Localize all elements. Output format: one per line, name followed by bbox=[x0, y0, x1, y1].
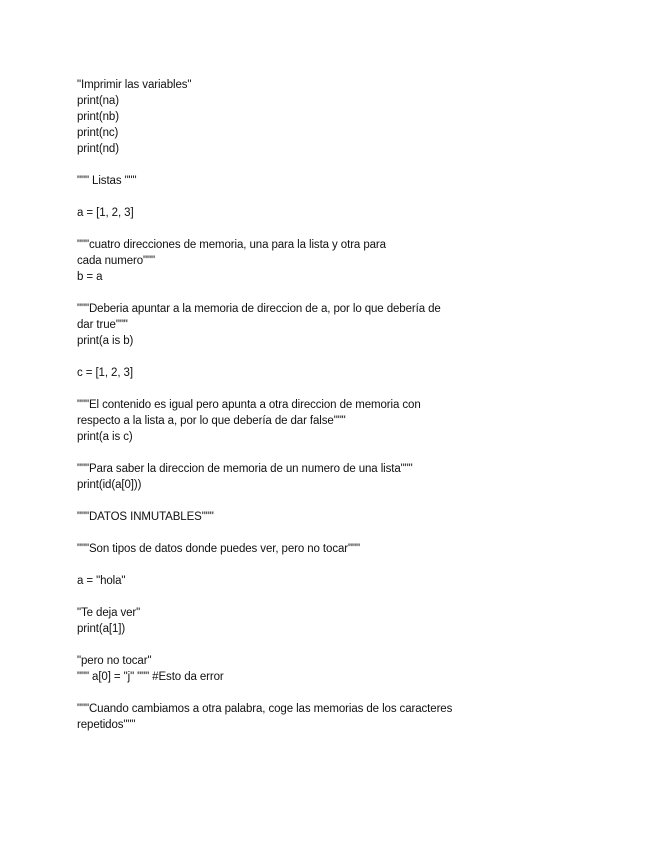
code-line: """El contenido es igual pero apunta a otra direccion de memoria con bbox=[77, 399, 421, 411]
blank-line bbox=[77, 381, 557, 397]
blank-line bbox=[77, 557, 557, 573]
blank-line bbox=[77, 349, 557, 365]
code-line: """ a[0] = "j" """ #Esto da error bbox=[77, 671, 224, 683]
code-line: """Cuando cambiamos a otra palabra, coge las memorias de los caracteres bbox=[77, 703, 453, 715]
code-line: "Imprimir las variables" bbox=[77, 79, 192, 91]
code-line: print(a[1]) bbox=[77, 623, 126, 635]
blank-line bbox=[77, 637, 557, 653]
code-line: print(a is b) bbox=[77, 335, 134, 347]
code-line: """cuatro direcciones de memoria, una para la lista y otra para bbox=[77, 239, 386, 251]
code-line: respecto a la lista a, por lo que debería de dar false""" bbox=[77, 415, 346, 427]
code-line: """Son tipos de datos donde puedes ver, pero no tocar""" bbox=[77, 543, 360, 555]
code-line: print(id(a[0])) bbox=[77, 479, 142, 491]
code-line: """ Listas """ bbox=[77, 175, 137, 187]
code-line: cada numero""" bbox=[77, 255, 155, 267]
code-line: print(na) bbox=[77, 95, 119, 107]
code-line: """Para saber la direccion de memoria de un numero de una lista""" bbox=[77, 463, 413, 475]
code-line: a = "hola" bbox=[77, 575, 126, 587]
blank-line bbox=[77, 285, 557, 301]
document-body bbox=[77, 77, 557, 733]
code-line: c = [1, 2, 3] bbox=[77, 367, 133, 379]
code-line: """DATOS INMUTABLES""" bbox=[77, 511, 214, 523]
code-line: print(nb) bbox=[77, 111, 119, 123]
blank-line bbox=[77, 157, 557, 173]
code-line: "Te deja ver" bbox=[77, 607, 141, 619]
blank-line bbox=[77, 685, 557, 701]
code-line: repetidos""" bbox=[77, 719, 136, 731]
code-line: """Deberia apuntar a la memoria de direccion de a, por lo que debería de bbox=[77, 303, 441, 315]
blank-line bbox=[77, 525, 557, 541]
blank-line bbox=[77, 445, 557, 461]
blank-line bbox=[77, 589, 557, 605]
code-line: dar true""" bbox=[77, 319, 128, 331]
blank-line bbox=[77, 493, 557, 509]
blank-line bbox=[77, 221, 557, 237]
blank-line bbox=[77, 189, 557, 205]
code-line: "pero no tocar" bbox=[77, 655, 152, 667]
code-line: print(nd) bbox=[77, 143, 119, 155]
code-line: b = a bbox=[77, 271, 103, 283]
code-line: print(a is c) bbox=[77, 431, 133, 443]
code-line: a = [1, 2, 3] bbox=[77, 207, 134, 219]
code-line: print(nc) bbox=[77, 127, 119, 139]
